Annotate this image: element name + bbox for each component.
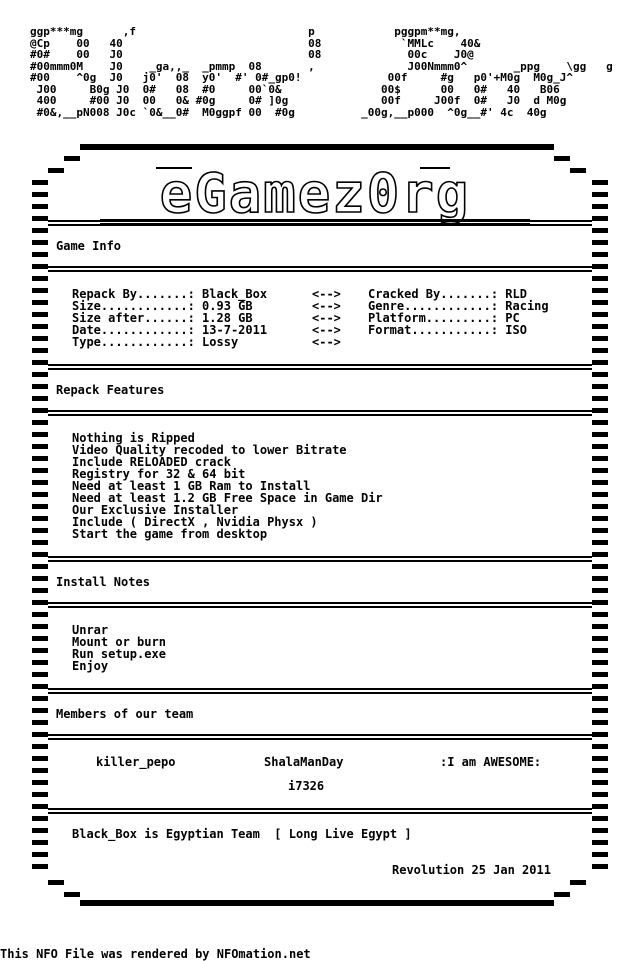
member-name: :I am AWESOME:: [440, 755, 542, 769]
frame-edge-segment: [32, 744, 48, 749]
feature-item: Include ( DirectX , Nvidia Physx ): [72, 515, 318, 529]
frame-edge-segment: [48, 880, 64, 885]
frame-edge-segment: [592, 696, 608, 701]
feature-item: Need at least 1.2 GB Free Space in Game Dir: [72, 491, 383, 505]
frame-edge-segment: [32, 204, 48, 209]
rule: [48, 688, 592, 694]
frame-edge-segment: [592, 240, 608, 245]
feature-item: Nothing is Ripped: [72, 431, 195, 445]
frame-edge-segment: [32, 600, 48, 605]
frame-edge-segment: [32, 540, 48, 545]
frame-edge-segment: [592, 360, 608, 365]
install-step: Run setup.exe: [72, 647, 166, 661]
rule: [48, 808, 592, 814]
info-arrow: <-->: [312, 299, 341, 313]
frame-edge-segment: [592, 804, 608, 809]
section-title-members: Members of our team: [56, 707, 194, 721]
info-cracked-by: Cracked By.......: RLD: [368, 287, 527, 301]
frame-edge-segment: [32, 828, 48, 833]
frame-edge-segment: [32, 336, 48, 341]
rule: [48, 220, 592, 226]
frame-edge-segment: [32, 552, 48, 557]
frame-edge-segment: [592, 720, 608, 725]
frame-edge-segment: [592, 312, 608, 317]
frame-edge-segment: [592, 432, 608, 437]
frame-edge-segment: [32, 612, 48, 617]
frame-edge-segment: [64, 892, 80, 897]
feature-item: Need at least 1 GB Ram to Install: [72, 479, 311, 493]
frame-edge-segment: [32, 660, 48, 665]
frame-edge-segment: [32, 180, 48, 185]
frame-edge-segment: [592, 756, 608, 761]
frame-edge-segment: [592, 492, 608, 497]
info-type: Type............: Lossy: [72, 335, 239, 349]
frame-edge-segment: [32, 804, 48, 809]
frame-edge-segment: [592, 660, 608, 665]
frame-edge-segment: [32, 492, 48, 497]
frame-edge-segment: [592, 204, 608, 209]
frame-edge-segment: [32, 768, 48, 773]
frame-edge-segment: [592, 708, 608, 713]
frame-edge-segment: [32, 576, 48, 581]
rule: [48, 364, 592, 370]
frame-edge-segment: [592, 324, 608, 329]
frame-edge-segment: [592, 228, 608, 233]
feature-item: Registry for 32 & 64 bit: [72, 467, 246, 481]
frame-edge-segment: [592, 552, 608, 557]
frame-edge-segment: [592, 540, 608, 545]
rule: [48, 556, 592, 562]
frame-edge-segment: [32, 384, 48, 389]
frame-edge-segment: [592, 816, 608, 821]
frame-edge-segment: [32, 636, 48, 641]
frame-edge-segment: [592, 744, 608, 749]
frame-edge-segment: [32, 456, 48, 461]
frame-edge-segment: [592, 732, 608, 737]
frame-edge-segment: [32, 324, 48, 329]
member-name: ShalaManDay: [264, 755, 344, 769]
frame-edge-segment: [592, 468, 608, 473]
member-name: i7326: [288, 779, 325, 793]
frame-edge-segment: [592, 768, 608, 773]
render-credit: This NFO File was rendered by NFOmation.net: [0, 947, 311, 961]
frame-edge-segment: [32, 624, 48, 629]
frame-edge-segment: [32, 720, 48, 725]
frame-edge-segment: [592, 408, 608, 413]
frame-edge-segment: [592, 672, 608, 677]
rule: [48, 266, 592, 272]
signature: Revolution 25 Jan 2011: [392, 863, 551, 877]
frame-edge-segment: [32, 816, 48, 821]
frame-edge-segment: [592, 648, 608, 653]
member-name: killer_pepo: [96, 755, 176, 769]
frame-edge-segment: [32, 216, 48, 221]
section-title-install-notes: Install Notes: [56, 575, 150, 589]
frame-edge-segment: [48, 168, 64, 173]
frame-edge-segment: [592, 252, 608, 257]
frame-edge-segment: [32, 300, 48, 305]
frame-edge-segment: [592, 792, 608, 797]
frame-edge-segment: [32, 240, 48, 245]
frame-edge-segment: [32, 708, 48, 713]
frame-edge-segment: [592, 300, 608, 305]
info-arrow: <-->: [312, 335, 341, 349]
frame-edge-segment: [554, 892, 570, 897]
info-arrow: <-->: [312, 323, 341, 337]
frame-edge-segment: [592, 516, 608, 521]
frame-edge-segment: [32, 252, 48, 257]
install-step: Mount or burn: [72, 635, 166, 649]
frame-edge-segment: [32, 468, 48, 473]
frame-edge-segment: [32, 192, 48, 197]
frame-edge-segment: [592, 384, 608, 389]
frame-edge-segment: [32, 852, 48, 857]
info-format: Format...........: ISO: [368, 323, 527, 337]
frame-edge-segment: [592, 828, 608, 833]
frame-edge-segment: [32, 528, 48, 533]
frame-edge-segment: [32, 840, 48, 845]
frame-edge-segment: [592, 420, 608, 425]
frame-top-border: [80, 144, 554, 150]
frame-edge-segment: [32, 564, 48, 569]
frame-edge-segment: [32, 780, 48, 785]
frame-edge-segment: [592, 288, 608, 293]
info-repack-by: Repack By.......: Black_Box: [72, 287, 268, 301]
frame-edge-segment: [592, 276, 608, 281]
frame-edge-segment: [592, 372, 608, 377]
section-title-repack-features: Repack Features: [56, 383, 165, 397]
frame-edge-segment: [32, 792, 48, 797]
frame-edge-segment: [592, 684, 608, 689]
frame-edge-segment: [32, 672, 48, 677]
frame-edge-segment: [32, 516, 48, 521]
frame-edge-segment: [554, 156, 570, 161]
frame-edge-segment: [592, 840, 608, 845]
frame-edge-segment: [32, 372, 48, 377]
frame-edge-segment: [32, 864, 48, 869]
feature-item: Start the game from desktop: [72, 527, 268, 541]
rule: [48, 734, 592, 740]
section-title-game-info: Game Info: [56, 239, 122, 253]
frame-edge-segment: [592, 780, 608, 785]
frame-edge-segment: [592, 852, 608, 857]
frame-edge-segment: [592, 348, 608, 353]
rule: [48, 602, 592, 608]
frame-edge-segment: [32, 264, 48, 269]
frame-edge-segment: [592, 576, 608, 581]
frame-edge-segment: [32, 396, 48, 401]
frame-edge-segment: [592, 264, 608, 269]
frame-edge-segment: [32, 420, 48, 425]
ascii-art-header: ggp***mg ,f p pggpm**mg, @Cp 00 40 08 `MMLc 40& #0# 00 J0 08 00c J0@ #00mmm0M J0 _ga,,_ _pmmp 08 , J00Nmmm0^ _ppg \gg g #00 ^0g J0 j0' 08 y0' #' 0#_gp0! 00f #g p0'+M0g M0g_J^ J00 B0g J0 0# 08 #0 00`0& 00$ 00 0# 40 B06 400 #00 J0 00 0& #0g 0# ]0g 00f J00f 0# J0 d M0g #0&,__pN008 J0c `0&__0# M0ggpf 00 #0g _00g,__p000 ^0g__#' 4c 40g: [30, 25, 613, 119]
frame-bottom-border: [80, 900, 554, 906]
install-step: Unrar: [72, 623, 109, 637]
feature-item: Our Exclusive Installer: [72, 503, 239, 517]
frame-edge-segment: [32, 504, 48, 509]
frame-edge-segment: [32, 684, 48, 689]
frame-edge-segment: [32, 480, 48, 485]
info-arrow: <-->: [312, 311, 341, 325]
frame-edge-segment: [32, 588, 48, 593]
frame-edge-segment: [32, 228, 48, 233]
rule: [48, 410, 592, 416]
frame-edge-segment: [32, 348, 48, 353]
frame-edge-segment: [592, 588, 608, 593]
frame-edge-segment: [592, 336, 608, 341]
frame-edge-segment: [32, 648, 48, 653]
frame-edge-segment: [32, 288, 48, 293]
frame-edge-segment: [592, 480, 608, 485]
frame-edge-segment: [592, 192, 608, 197]
frame-edge-segment: [64, 156, 80, 161]
info-arrow: <-->: [312, 287, 341, 301]
frame-edge-segment: [592, 636, 608, 641]
egamez0rg-logo: [100, 158, 530, 228]
info-size: Size............: 0.93 GB: [72, 299, 253, 313]
frame-edge-segment: [592, 216, 608, 221]
frame-edge-segment: [32, 444, 48, 449]
frame-edge-segment: [592, 396, 608, 401]
frame-edge-segment: [570, 880, 586, 885]
frame-edge-segment: [592, 600, 608, 605]
frame-edge-segment: [592, 612, 608, 617]
install-step: Enjoy: [72, 659, 109, 673]
frame-edge-segment: [32, 360, 48, 365]
frame-edge-segment: [32, 756, 48, 761]
frame-edge-segment: [32, 696, 48, 701]
team-tagline: Black_Box is Egyptian Team [ Long Live Egypt ]: [72, 827, 412, 841]
feature-item: Include RELOADED crack: [72, 455, 231, 469]
frame-edge-segment: [32, 732, 48, 737]
info-genre: Genre............: Racing: [368, 299, 549, 313]
frame-edge-segment: [32, 432, 48, 437]
frame-edge-segment: [592, 444, 608, 449]
frame-edge-segment: [32, 312, 48, 317]
frame-edge-segment: [570, 168, 586, 173]
info-platform: Platform.........: PC: [368, 311, 520, 325]
info-size-after: Size after......: 1.28 GB: [72, 311, 253, 325]
frame-edge-segment: [32, 408, 48, 413]
frame-edge-segment: [592, 624, 608, 629]
frame-edge-segment: [32, 276, 48, 281]
frame-edge-segment: [592, 564, 608, 569]
frame-edge-segment: [592, 180, 608, 185]
frame-edge-segment: [592, 528, 608, 533]
frame-edge-segment: [592, 456, 608, 461]
frame-edge-segment: [592, 504, 608, 509]
info-date: Date............: 13-7-2011: [72, 323, 268, 337]
feature-item: Video Quality recoded to lower Bitrate: [72, 443, 347, 457]
frame-edge-segment: [592, 864, 608, 869]
logo-text: eGamez0rg: [159, 162, 471, 225]
